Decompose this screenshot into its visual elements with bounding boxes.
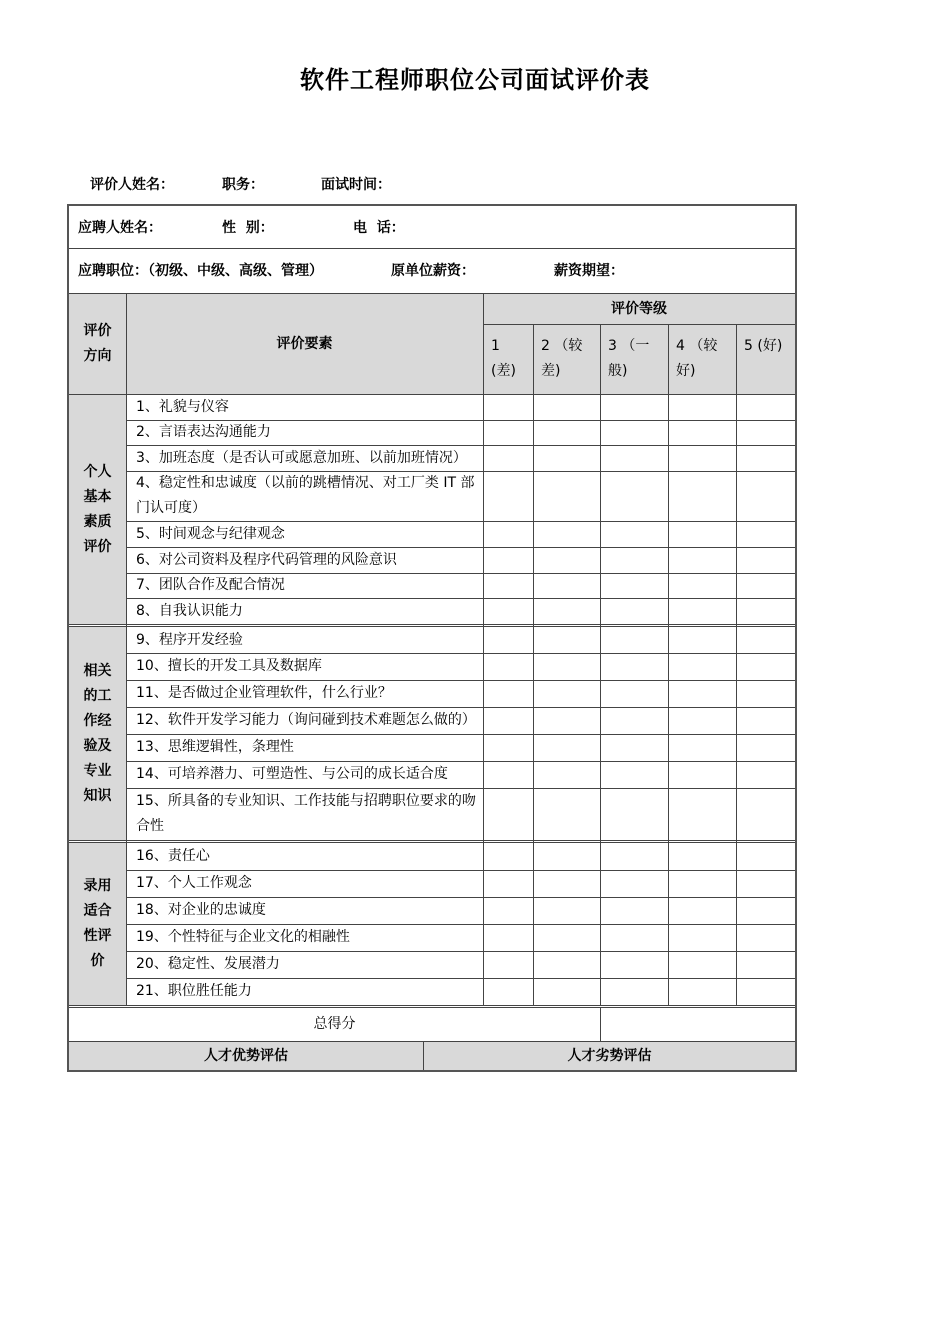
rating-cell-1[interactable] (483, 843, 533, 870)
evaluation-item: 1、礼貌与仪容 (136, 399, 229, 415)
rating-cell-3[interactable] (600, 978, 668, 1005)
rating-cell-4[interactable] (668, 843, 736, 870)
rating-cell-5[interactable] (736, 897, 795, 924)
rating-cell-4[interactable] (668, 788, 736, 840)
rating-cell-3[interactable] (600, 521, 668, 547)
evaluation-item: 3、加班态度（是否认可或愿意加班、以前加班情况） (136, 449, 467, 466)
rating-cell-3[interactable] (600, 471, 668, 521)
applicant-phone-label: 电 话： (353, 220, 405, 236)
evaluator-name-label: 评价人姓名： (90, 177, 174, 193)
total-score-cell[interactable] (600, 1008, 795, 1041)
rating-cell-4[interactable] (668, 547, 736, 573)
rating-cell-1[interactable] (483, 924, 533, 951)
evaluator-position-label: 职务： (222, 177, 264, 193)
evaluation-item: 21、职位胜任能力 (136, 983, 252, 999)
section-direction-label: 相关 的工 作经 验及 专业 知识 (83, 662, 112, 804)
rating-cell-2[interactable] (533, 788, 600, 840)
rating-cell-2[interactable] (533, 707, 600, 734)
rating-cell-2[interactable] (533, 395, 600, 420)
rating-cell-3[interactable] (600, 734, 668, 761)
rating-cell-4[interactable] (668, 627, 736, 653)
previous-salary-label: 原单位薪资： (391, 263, 475, 279)
grid-line (69, 624, 795, 625)
rating-cell-3[interactable] (600, 445, 668, 471)
evaluation-item: 13、思维逻辑性，条理性 (136, 739, 294, 755)
rating-cell-3[interactable] (600, 843, 668, 870)
rating-cell-5[interactable] (736, 843, 795, 870)
rating-cell-5[interactable] (736, 788, 795, 840)
rating-cell-3[interactable] (600, 924, 668, 951)
evaluation-item: 11、是否做过企业管理软件，什么行业？ (136, 685, 392, 701)
rating-cell-3[interactable] (600, 598, 668, 624)
rating-cell-4[interactable] (668, 598, 736, 624)
rating-cell-5[interactable] (736, 680, 795, 707)
rating-cell-5[interactable] (736, 471, 795, 521)
evaluation-item: 6、对公司资料及程序代码管理的风险意识 (136, 551, 397, 568)
applicant-name-label: 应聘人姓名： (78, 220, 162, 236)
rating-cell-3[interactable] (600, 870, 668, 897)
rating-cell-5[interactable] (736, 420, 795, 445)
rating-cell-1[interactable] (483, 521, 533, 547)
rating-cell-2[interactable] (533, 978, 600, 1005)
section-direction-3 (69, 843, 126, 1005)
rating-cell-5[interactable] (736, 547, 795, 573)
rating-cell-1[interactable] (483, 471, 533, 521)
evaluation-item: 9、程序开发经验 (136, 631, 243, 648)
rating-cell-1[interactable] (483, 707, 533, 734)
rating-cell-5[interactable] (736, 598, 795, 624)
rating-cell-2[interactable] (533, 627, 600, 653)
rating-cell-5[interactable] (736, 734, 795, 761)
evaluation-item: 8、自我认识能力 (136, 602, 243, 619)
rating-cell-2[interactable] (533, 870, 600, 897)
applicant-gender-label: 性 别： (222, 220, 274, 236)
rating-cell-3[interactable] (600, 707, 668, 734)
rating-cell-5[interactable] (736, 627, 795, 653)
rating-cell-4[interactable] (668, 420, 736, 445)
rating-cell-4[interactable] (668, 653, 736, 680)
rating-cell-1[interactable] (483, 653, 533, 680)
rating-cell-1[interactable] (483, 951, 533, 978)
rating-cell-5[interactable] (736, 521, 795, 547)
section-direction-1 (69, 395, 126, 624)
rating-cell-4[interactable] (668, 707, 736, 734)
rating-cell-1[interactable] (483, 445, 533, 471)
grid-line (483, 294, 484, 1005)
rating-cell-4[interactable] (668, 521, 736, 547)
evaluation-item: 7、团队合作及配合情况 (136, 577, 285, 593)
rating-cell-4[interactable] (668, 395, 736, 420)
rating-cell-3[interactable] (600, 788, 668, 840)
rating-cell-5[interactable] (736, 445, 795, 471)
rating-cell-2[interactable] (533, 653, 600, 680)
rating-cell-5[interactable] (736, 924, 795, 951)
rating-header-5: 5 (好) (744, 338, 783, 354)
rating-cell-2[interactable] (533, 924, 600, 951)
rating-cell-2[interactable] (533, 521, 600, 547)
rating-cell-2[interactable] (533, 573, 600, 598)
rating-cell-5[interactable] (736, 978, 795, 1005)
rating-cell-3[interactable] (600, 761, 668, 788)
rating-header-4: 4 （较 好) (676, 338, 718, 379)
rating-cell-3[interactable] (600, 627, 668, 653)
grid-line (126, 294, 127, 1005)
evaluation-item: 4、稳定性和忠诚度（以前的跳槽情况、对工厂类 IT 部门认可度） (136, 475, 475, 516)
rating-cell-2[interactable] (533, 420, 600, 445)
grade-header: 评价等级 (611, 300, 667, 317)
rating-cell-1[interactable] (483, 598, 533, 624)
rating-header-3: 3 （一 般) (608, 338, 650, 379)
rating-cell-3[interactable] (600, 680, 668, 707)
rating-cell-2[interactable] (533, 897, 600, 924)
rating-cell-4[interactable] (668, 573, 736, 598)
rating-cell-5[interactable] (736, 395, 795, 420)
rating-header-1: 1 (差) (491, 338, 516, 379)
rating-cell-1[interactable] (483, 734, 533, 761)
weaknesses-header: 人才劣势评估 (567, 1047, 652, 1064)
grid-line (69, 1005, 795, 1006)
rating-cell-2[interactable] (533, 445, 600, 471)
rating-cell-2[interactable] (533, 734, 600, 761)
rating-cell-3[interactable] (600, 951, 668, 978)
direction-header: 评价 方向 (83, 323, 112, 364)
applied-position-label: 应聘职位：（初级、中级、高级、管理） (78, 263, 323, 279)
section-direction-2 (69, 627, 126, 840)
rating-cell-1[interactable] (483, 680, 533, 707)
rating-cell-5[interactable] (736, 573, 795, 598)
rating-cell-4[interactable] (668, 951, 736, 978)
rating-cell-2[interactable] (533, 843, 600, 870)
evaluation-item: 14、可培养潜力、可塑造性、与公司的成长适合度 (136, 766, 448, 782)
rating-cell-3[interactable] (600, 420, 668, 445)
rating-cell-5[interactable] (736, 761, 795, 788)
grid-line (69, 248, 795, 249)
evaluation-item: 12、软件开发学习能力（询问碰到技术难题怎么做的） (136, 712, 476, 728)
section-direction-label: 录用 适合 性评 价 (83, 878, 112, 969)
rating-cell-1[interactable] (483, 395, 533, 420)
evaluation-item: 5、时间观念与纪律观念 (136, 525, 285, 542)
rating-cell-3[interactable] (600, 395, 668, 420)
evaluation-table (67, 204, 797, 1072)
evaluation-item: 20、稳定性、发展潜力 (136, 956, 280, 972)
rating-cell-3[interactable] (600, 897, 668, 924)
rating-cell-1[interactable] (483, 978, 533, 1005)
rating-cell-4[interactable] (668, 897, 736, 924)
rating-cell-2[interactable] (533, 598, 600, 624)
rating-cell-2[interactable] (533, 951, 600, 978)
rating-cell-1[interactable] (483, 420, 533, 445)
evaluation-item: 15、所具备的专业知识、工作技能与招聘职位要求的吻合性 (136, 793, 476, 834)
rating-cell-5[interactable] (736, 707, 795, 734)
rating-cell-4[interactable] (668, 978, 736, 1005)
grid-line (668, 324, 669, 1005)
rating-cell-1[interactable] (483, 870, 533, 897)
interview-time-label: 面试时间： (321, 177, 391, 193)
grid-line (533, 324, 534, 1005)
section-direction-label: 个人 基本 素质 评价 (83, 463, 112, 555)
rating-cell-2[interactable] (533, 761, 600, 788)
evaluation-item: 19、个性特征与企业文化的相融性 (136, 929, 350, 945)
grid-line (600, 324, 601, 1005)
rating-cell-5[interactable] (736, 951, 795, 978)
rating-cell-3[interactable] (600, 547, 668, 573)
rating-cell-1[interactable] (483, 547, 533, 573)
grid-line (69, 840, 795, 841)
grid-line (736, 324, 737, 1005)
rating-cell-2[interactable] (533, 680, 600, 707)
rating-cell-3[interactable] (600, 653, 668, 680)
rating-cell-5[interactable] (736, 870, 795, 897)
elements-header: 评价要素 (276, 335, 333, 352)
rating-cell-1[interactable] (483, 788, 533, 840)
rating-cell-4[interactable] (668, 870, 736, 897)
rating-cell-4[interactable] (668, 924, 736, 951)
evaluation-item: 2、言语表达沟通能力 (136, 424, 271, 440)
rating-cell-1[interactable] (483, 897, 533, 924)
rating-cell-1[interactable] (483, 761, 533, 788)
evaluator-info (0, 174, 950, 194)
evaluation-item: 18、对企业的忠诚度 (136, 902, 266, 918)
rating-cell-2[interactable] (533, 547, 600, 573)
rating-cell-3[interactable] (600, 573, 668, 598)
page-title: 软件工程师职位公司面试评价表 (300, 66, 650, 94)
rating-cell-1[interactable] (483, 573, 533, 598)
evaluation-item: 17、个人工作观念 (136, 875, 252, 891)
expected-salary-label: 薪资期望： (554, 263, 624, 279)
total-score-label: 总得分 (313, 1016, 356, 1032)
rating-cell-2[interactable] (533, 471, 600, 521)
evaluation-item: 10、擅长的开发工具及数据库 (136, 658, 322, 674)
rating-header-2: 2 （较 差) (541, 338, 583, 379)
rating-cell-5[interactable] (736, 653, 795, 680)
rating-cell-4[interactable] (668, 734, 736, 761)
rating-cell-1[interactable] (483, 627, 533, 653)
rating-cell-4[interactable] (668, 680, 736, 707)
evaluation-item: 16、责任心 (136, 848, 210, 864)
rating-cell-4[interactable] (668, 445, 736, 471)
rating-cell-4[interactable] (668, 761, 736, 788)
rating-cell-4[interactable] (668, 471, 736, 521)
strengths-header: 人才优势评估 (204, 1047, 288, 1064)
